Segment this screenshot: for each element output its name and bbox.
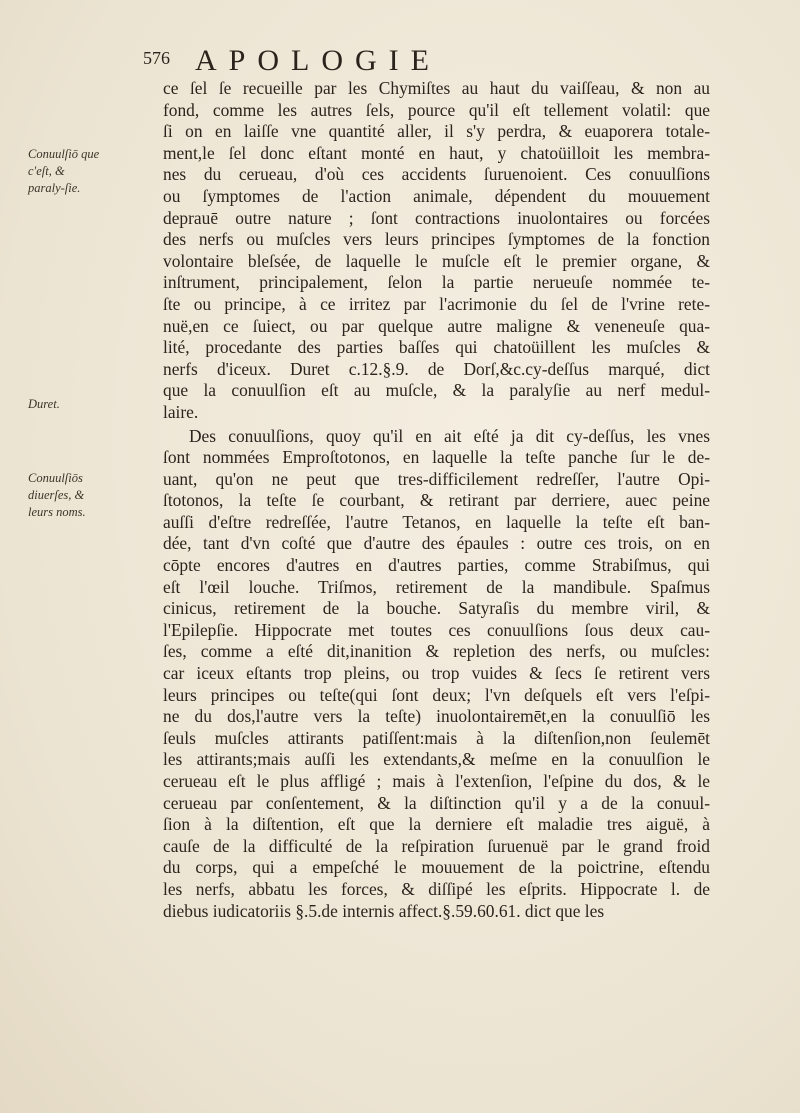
text-line: du corps, qui a empeſché le mouuement de la poictrine, eſtendu [163, 857, 710, 878]
text-line: ſont nommées Emproſtotonos, en laquelle la teſte panche ſur le de- [163, 447, 710, 468]
text-line: ſion à la diſtention, eſt que la derniere eſt maladie tres aiguë, à [163, 814, 710, 835]
text-line: diebus iudicatoriis §.5.de internis affect.§.59.60.61. dict que les [163, 900, 605, 921]
text-line: les nerfs, abbatu les forces, & diſſipé les eſprits. Hippocrate l. de [163, 878, 710, 899]
text-line: les attirants;mais auſſi les extendants,& meſme en la conuulſion le [163, 749, 710, 770]
paragraph [163, 78, 710, 424]
body-text [163, 78, 710, 924]
text-line: cauſe de la difficulté de la reſpiration ſuruenuë par le grand froid [163, 835, 710, 856]
text-line: dée, tant d'vn coſté que d'autre des épaules : outre ces trois, on en [163, 533, 710, 554]
text-line: ſtotonos, la teſte ſe courbant, & retirant par derriere, auec peine [163, 490, 710, 511]
text-line: ne du dos,l'autre vers la teſte) inuolontairemēt,en la conuulſiō les [163, 706, 710, 727]
margin-note-conuulsions-diuerses: Conuulſiōs diuerſes, & leurs noms. [28, 471, 86, 519]
text-line: ſi on en laiſſe vne quantité aller, il s'y perdra, & euaporera totale- [163, 121, 710, 142]
text-line: volontaire bleſsée, de laquelle le muſcle eſt le premier organe, & [163, 250, 710, 271]
text-line: ment,le ſel donc eſtant monté en haut, y chatoüilloit les membra- [163, 142, 710, 163]
text-line: uant, qu'on ne peut que tres-difficilement redreſſer, l'autre Opi- [163, 468, 710, 489]
text-line: ou ſymptomes de l'action animale, dépendent du mouuement [163, 185, 710, 206]
text-line: nes du cerueau, d'où ces accidents ſuruenoient. Ces conuulſions [163, 164, 710, 185]
text-line: eſt l'œil louche. Triſmos, retirement de la mandibule. Spaſmus [163, 576, 710, 597]
running-title: APOLOGIE [195, 44, 441, 77]
text-line: ſte ou principe, à ce irritez par l'acrimonie du ſel de l'vrine rete- [163, 293, 710, 314]
text-line: fond, comme les autres ſels, pource qu'il eſt tellement volatil: que [163, 99, 710, 120]
text-line: ſes, comme a eſté dit,inanition & repletion des nerfs, ou muſcles: [163, 641, 710, 662]
text-line: auſſi d'eſtre redreſſée, l'autre Tetanos, en laquelle la teſte eſt ban- [163, 511, 710, 532]
text-line: ce ſel ſe recueille par les Chymiſtes au haut du vaiſſeau, & non au [163, 78, 710, 98]
text-line: des nerfs ou muſcles vers leurs principes ſymptomes de la fonction [163, 229, 710, 250]
text-line: inſtrument, principalement, ſelon la partie nerueuſe nommée te- [163, 272, 710, 293]
text-line: cōpte encores d'autres en d'autres parties, comme Strabiſmus, qui [163, 555, 710, 576]
text-line: cerueau par conſentement, & la diſtinction qu'il y a de la conuul- [163, 792, 710, 813]
text-line: laire. [163, 401, 199, 422]
text-line: cinicus, retirement de la bouche. Satyraſis du membre viril, & [163, 598, 710, 619]
text-line: leurs principes ou teſte(qui ſont deux; l'vn deſquels eſt vers l'eſpi- [163, 684, 710, 705]
text-line: lité, procedante des parties baſſes qui chatoüillent les muſcles & [163, 337, 710, 358]
margin-note-conuulsion: Conuulſiō que c'eſt, & paraly-ſie. [28, 147, 100, 195]
text-line: ſeuls muſcles attirants patiſſent:mais à la diſtenſion,non ſeulemēt [163, 727, 710, 748]
text-line: l'Epilepſie. Hippocrate met toutes ces conuulſions ſous deux cau- [163, 619, 710, 640]
paragraph [163, 426, 710, 923]
text-line: cerueau eſt le plus affligé ; mais à l'extenſion, l'eſpine du dos, & le [163, 771, 710, 791]
text-line: que la conuulſion eſt au muſcle, & la paralyſie au nerf medul- [163, 380, 710, 401]
text-line: deprauē outre nature ; ſont contractions inuolontaires ou forcées [163, 207, 710, 228]
text-line: Des conuulſions, quoy qu'il en ait eſté ja dit cy-deſſus, les vnes [189, 425, 710, 446]
text-line: nerfs d'iceux. Duret c.12.§.9. de Dorſ,&c.cy-deſſus marqué, dict [163, 358, 710, 379]
margin-note-duret: Duret. [28, 397, 60, 411]
text-line: car iceux eſtants trop pleins, ou trop vuides & ſecs ſe retirent vers [163, 663, 710, 684]
page-number: 576 [143, 48, 170, 68]
text-line: nuë,en ce ſuiect, ou par quelque autre maligne & veneneuſe qua- [163, 315, 710, 336]
